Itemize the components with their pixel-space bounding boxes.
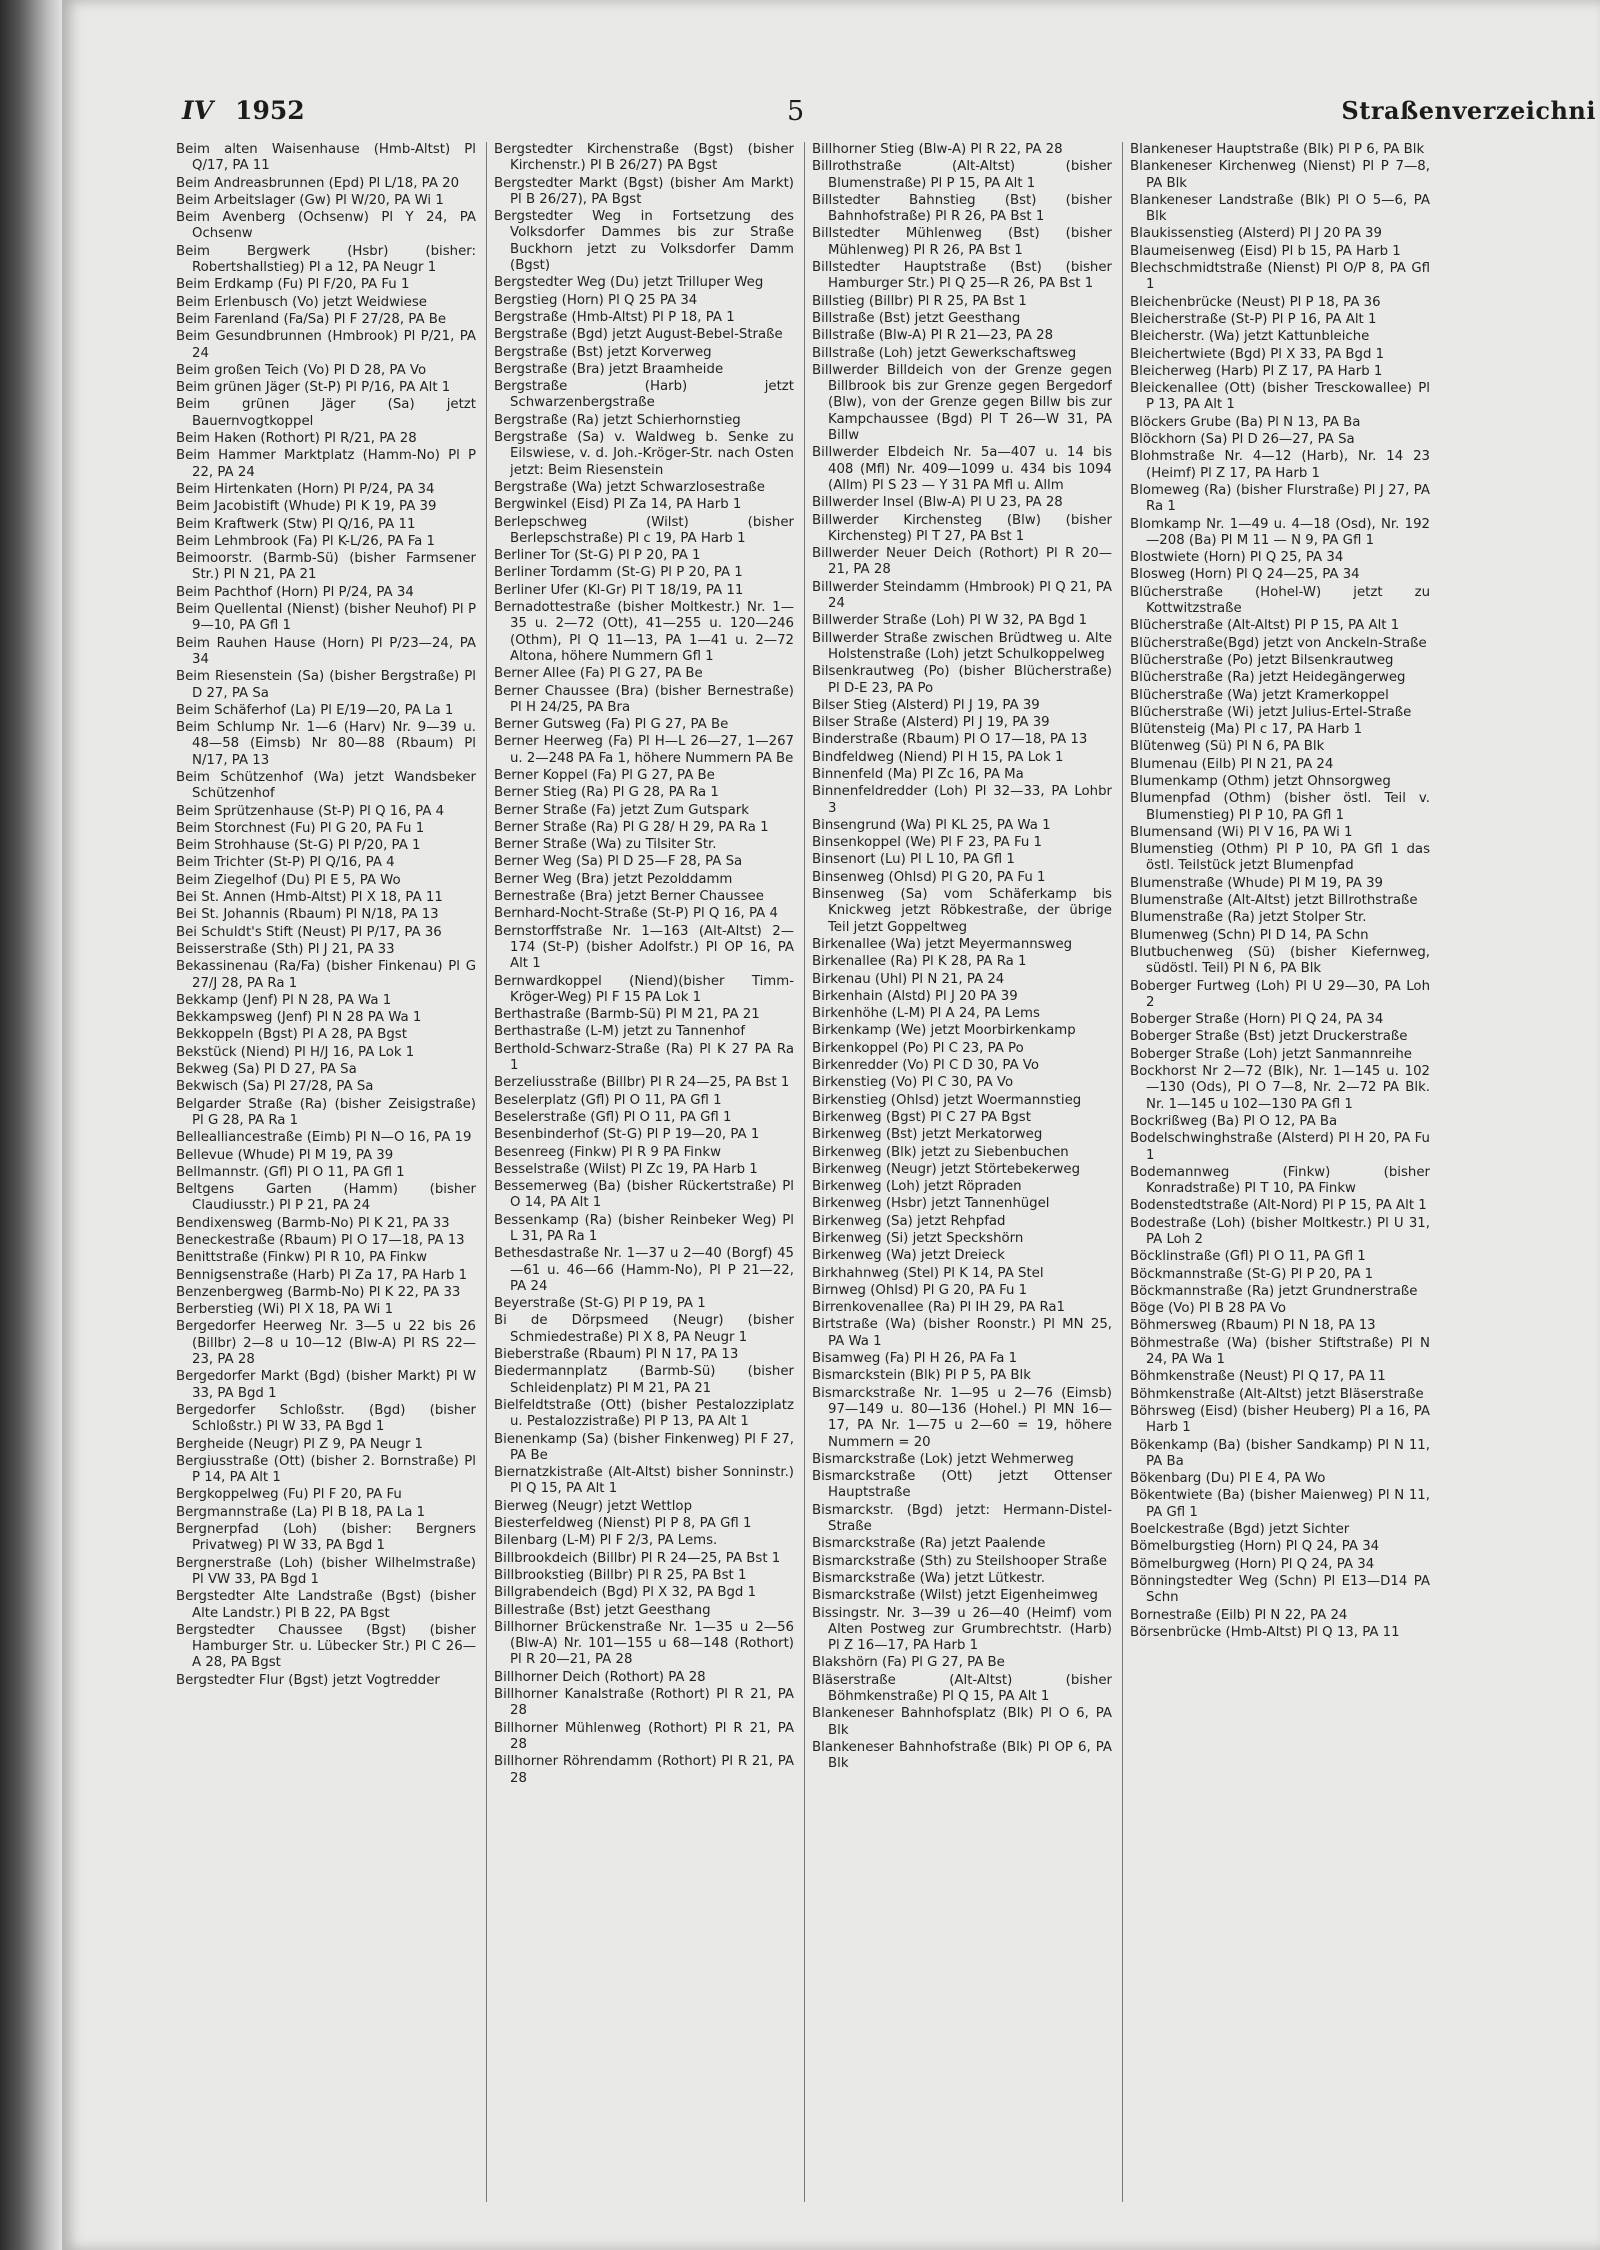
directory-entry: Birkenweg (Bst) jetzt Merkatorweg — [812, 1127, 1043, 1143]
directory-entry: Böckmannstraße (St-G) Pl P 20, PA 1 — [1130, 1266, 1374, 1282]
directory-entry: Bekkoppeln (Bgst) Pl A 28, PA Bgst — [176, 1027, 407, 1043]
directory-entry: Blumenstraße (Alt-Altst) jetzt Billrothstraße — [1130, 893, 1418, 909]
directory-entry: Bodemannweg (Finkw) (bisher Konradstraße) Pl T 10, PA Finkw — [1130, 1164, 1430, 1197]
directory-entry: Birtstraße (Wa) (bisher Roonstr.) Pl MN 25, PA Wa 1 — [812, 1317, 1112, 1349]
directory-entry: Bismarckstraße (Ott) jetzt Ottenser Hauptstraße — [812, 1469, 1112, 1501]
directory-entry: Besenbinderhof (St-G) Pl P 19—20, PA 1 — [494, 1127, 760, 1143]
directory-entry: Binderstraße (Rbaum) Pl O 17—18, PA 13 — [812, 732, 1088, 748]
directory-entry: Bökenkamp (Ba) (bisher Sandkamp) Pl N 11, PA Ba — [1130, 1437, 1430, 1469]
directory-entry: Blechschmidtstraße (Nienst) Pl O/P 8, PA Gfl 1 — [1130, 261, 1430, 293]
directory-entry: Böhmkenstraße (Alt-Altst) jetzt Bläserstraße — [1130, 1386, 1424, 1402]
directory-entry: Bismarckstraße (Sth) zu Steilshooper Straße — [812, 1553, 1107, 1569]
directory-entry: Bergedorfer Schloßstr. (Bgd) (bisher Schloßstr.) Pl W 33, PA Bgd 1 — [176, 1402, 476, 1435]
directory-entry: Bismarckstraße (Wa) jetzt Lütkestr. — [812, 1570, 1045, 1586]
directory-entry: Benittstraße (Finkw) Pl R 10, PA Finkw — [176, 1250, 428, 1266]
directory-entry: Beim Trichter (St-P) Pl Q/16, PA 4 — [176, 855, 395, 871]
directory-entry: Beim Rauhen Hause (Horn) Pl P/23—24, PA 34 — [176, 635, 476, 667]
directory-entry: Bernestraße (Bra) jetzt Berner Chaussee — [494, 889, 764, 905]
directory-entry: Beim Sprützenhause (St-P) Pl Q 16, PA 4 — [176, 803, 445, 819]
directory-entry: Beim grünen Jäger (Sa) jetzt Bauernvogtkoppel — [176, 397, 476, 429]
page — [62, 0, 1600, 2250]
directory-entry: Bessenkamp (Ra) (bisher Reinbeker Weg) Pl L 31, PA Ra 1 — [494, 1212, 794, 1244]
directory-entry: Beneckestraße (Rbaum) Pl O 17—18, PA 13 — [176, 1233, 465, 1248]
directory-entry: Berlepschweg (Wilst) (bisher Berlepschstraße) Pl c 19, PA Harb 1 — [494, 514, 794, 546]
directory-entry: Beim grünen Jäger (St-P) Pl P/16, PA Alt 1 — [176, 380, 451, 396]
directory-entry: Blütenweg (Sü) Pl N 6, PA Blk — [1130, 739, 1325, 755]
directory-entry: Beim Hirtenkaten (Horn) Pl P/24, PA 34 — [176, 481, 435, 497]
directory-entry: Birkenhöhe (L-M) Pl A 24, PA Lems — [812, 1006, 1040, 1022]
section-title: Straßenverzeichni — [1341, 96, 1596, 125]
directory-entry: Blücherstraße (Hohel-W) jetzt zu Kottwitzstraße — [1130, 584, 1430, 617]
directory-entry: Beim Gesundbrunnen (Hmbrook) Pl P/21, PA 24 — [176, 329, 476, 361]
directory-entry: Blücherstraße (Wi) jetzt Julius-Ertel-Straße — [1130, 704, 1412, 720]
directory-entry: Birkenkoppel (Po) Pl C 23, PA Po — [812, 1040, 1024, 1056]
directory-entry: Blumenpfad (Othm) (bisher östl. Teil v. Blumenstieg) Pl P 10, PA Gfl 1 — [1130, 791, 1430, 823]
directory-entry: Beselerstraße (Gfl) Pl O 11, PA Gfl 1 — [494, 1109, 732, 1125]
directory-entry: Blankeneser Landstraße (Blk) Pl O 5—6, PA Blk — [1130, 192, 1430, 225]
directory-entry: Berzeliusstraße (Billbr) Pl R 24—25, PA Bst 1 — [494, 1075, 790, 1091]
directory-entry: Berliner Tor (St-G) Pl P 20, PA 1 — [494, 548, 701, 564]
directory-entry: Billbrookstieg (Billbr) Pl R 25, PA Bst 1 — [494, 1567, 747, 1583]
directory-entry: Bergstraße (Sa) v. Waldweg b. Senke zu Eilswiese, v. d. Joh.-Kröger-Str. nach Osten jetzt: Beim Riesenstein — [494, 430, 794, 478]
directory-entry: Berliner Ufer (Kl-Gr) Pl T 18/19, PA 11 — [494, 582, 744, 598]
directory-entry: Beim Riesenstein (Sa) (bisher Bergstraße) Pl D 27, PA Sa — [176, 669, 476, 701]
directory-entry: Bergstraße (Bra) jetzt Braamheide — [494, 361, 724, 377]
directory-entry: Biesterfeldweg (Nienst) Pl P 8, PA Gfl 1 — [494, 1516, 752, 1532]
directory-entry: Billstraße (Bst) jetzt Geesthang — [812, 310, 1021, 326]
directory-entry: Benzenbergweg (Barmb-No) Pl K 22, PA 33 — [176, 1284, 461, 1300]
street-directory — [176, 142, 1598, 2232]
column-3 — [812, 142, 1112, 2232]
directory-entry: Bielfeldtstraße (Ott) (bisher Pestalozziplatz u. Pestalozzistraße) Pl P 13, PA Alt 1 — [494, 1397, 794, 1430]
directory-entry: Beim Schäferhof (La) Pl E/19—20, PA La 1 — [176, 702, 454, 718]
directory-entry: Bergstedter Alte Landstraße (Bgst) (bisher Alte Landstr.) Pl B 22, PA Bgst — [176, 1589, 476, 1621]
directory-entry: Bergstedter Flur (Bgst) jetzt Vogtredder — [176, 1672, 440, 1688]
directory-entry: Beim Bergwerk (Hsbr) (bisher: Robertshallstieg) Pl a 12, PA Neugr 1 — [176, 243, 476, 276]
directory-entry: Berner Koppel (Fa) Pl G 27, PA Be — [494, 767, 715, 783]
volume-number: IV — [182, 96, 214, 125]
directory-entry: Blumenstraße (Whude) Pl M 19, PA 39 — [1130, 875, 1383, 891]
directory-entry: Bleichertwiete (Bgd) Pl X 33, PA Bgd 1 — [1130, 346, 1385, 362]
directory-entry: Berner Straße (Ra) Pl G 28/ H 29, PA Ra 1 — [494, 819, 769, 835]
directory-entry: Beim Farenland (Fa/Sa) Pl F 27/28, PA Be — [176, 311, 447, 327]
directory-entry: Bismarckstein (Blk) Pl P 5, PA Blk — [812, 1368, 1031, 1384]
directory-entry: Bleicherstr. (Wa) jetzt Kattunbleiche — [1130, 329, 1370, 345]
directory-entry: Bergedorfer Markt (Bgd) (bisher Markt) Pl W 33, PA Bgd 1 — [176, 1369, 476, 1401]
directory-entry: Birkenkamp (We) jetzt Moorbirkenkamp — [812, 1023, 1076, 1039]
directory-entry: Bodelschwinghstraße (Alsterd) Pl H 20, PA Fu 1 — [1130, 1131, 1430, 1163]
directory-entry: Berliner Tordamm (St-G) Pl P 20, PA 1 — [494, 565, 743, 581]
directory-entry: Bökenbarg (Du) Pl E 4, PA Wo — [1130, 1471, 1326, 1487]
directory-entry: Billstraße (Blw-A) Pl R 21—23, PA 28 — [812, 328, 1054, 344]
directory-entry: Blakshörn (Fa) Pl G 27, PA Be — [812, 1655, 1005, 1671]
directory-entry: Billrothstraße (Alt-Altst) (bisher Blumenstraße) Pl P 15, PA Alt 1 — [812, 159, 1112, 191]
directory-entry: Bodestraße (Loh) (bisher Moltkestr.) Pl U 31, PA Loh 2 — [1130, 1215, 1430, 1247]
directory-entry: Berner Weg (Sa) Pl D 25—F 28, PA Sa — [494, 854, 743, 870]
directory-entry: Bessemerweg (Ba) (bisher Rückertstraße) Pl O 14, PA Alt 1 — [494, 1179, 794, 1211]
directory-entry: Blomkamp Nr. 1—49 u. 4—18 (Osd), Nr. 192—208 (Ba) Pl M 11 — N 9, PA Gfl 1 — [1130, 516, 1430, 548]
directory-entry: Bi de Dörpsmeed (Neugr) (bisher Schmiedestraße) Pl X 8, PA Neugr 1 — [494, 1313, 794, 1345]
directory-entry: Blankeneser Kirchenweg (Nienst) Pl P 7—8, PA Blk — [1130, 159, 1430, 191]
directory-entry: Billstedter Hauptstraße (Bst) (bisher Hamburger Str.) Pl Q 25—R 26, PA Bst 1 — [812, 260, 1112, 292]
directory-entry: Bellealliancestraße (Eimb) Pl N—O 16, PA 19 — [176, 1130, 472, 1146]
directory-entry: Böcklinstraße (Gfl) Pl O 11, PA Gfl 1 — [1130, 1249, 1366, 1265]
directory-entry: Böhmkenstraße (Neust) Pl Q 17, PA 11 — [1130, 1369, 1386, 1385]
directory-entry: Beim Hammer Marktplatz (Hamm-No) Pl P 22, PA 24 — [176, 448, 476, 480]
directory-entry: Birkenweg (Si) jetzt Speckshörn — [812, 1231, 1024, 1246]
directory-entry: Beim Storchnest (Fu) Pl G 20, PA Fu 1 — [176, 820, 425, 836]
directory-entry: Bei St. Annen (Hmb-Altst) Pl X 18, PA 11 — [176, 890, 443, 906]
directory-entry: Beim alten Waisenhause (Hmb-Altst) Pl Q/17, PA 11 — [176, 142, 476, 174]
directory-entry: Birkenstieg (Vo) Pl C 30, PA Vo — [812, 1075, 1014, 1091]
directory-entry: Bergstedter Markt (Bgst) (bisher Am Markt) Pl B 26/27), PA Bgst — [494, 175, 794, 207]
directory-entry: Bei St. Johannis (Rbaum) Pl N/18, PA 13 — [176, 907, 439, 923]
directory-entry: Bilsenkrautweg (Po) (bisher Blücherstraße) Pl D-E 23, PA Po — [812, 664, 1112, 696]
directory-entry: Blohmstraße Nr. 4—12 (Harb), Nr. 14 23 (Heimf) Pl Z 17, PA Harb 1 — [1130, 449, 1430, 481]
directory-entry: Bilser Straße (Alsterd) Pl J 19, PA 39 — [812, 715, 1050, 731]
page-header — [182, 96, 1596, 132]
directory-entry: Blumenkamp (Othm) jetzt Ohnsorgweg — [1130, 773, 1391, 789]
directory-entry: Billwerder Neuer Deich (Rothort) Pl R 20—21, PA 28 — [812, 546, 1112, 578]
directory-entry: Birkenallee (Ra) Pl K 28, PA Ra 1 — [812, 954, 1027, 970]
directory-entry: Billstedter Mühlenweg (Bst) (bisher Mühlenweg) Pl R 26, PA Bst 1 — [812, 226, 1112, 258]
directory-entry: Bergstraße (Harb) jetzt Schwarzenbergstraße — [494, 379, 794, 411]
directory-entry: Berner Gutsweg (Fa) Pl G 27, PA Be — [494, 717, 729, 733]
column-1 — [176, 142, 476, 2232]
directory-entry: Bergstraße (Ra) jetzt Schierhornstieg — [494, 412, 741, 428]
directory-entry: Billbrookdeich (Billbr) Pl R 24—25, PA Bst 1 — [494, 1550, 781, 1566]
directory-entry: Birkenstieg (Ohlsd) jetzt Woermannstieg — [812, 1092, 1082, 1108]
directory-entry: Bergheide (Neugr) Pl Z 9, PA Neugr 1 — [176, 1436, 424, 1452]
directory-entry: Beim Andreasbrunnen (Epd) Pl L/18, PA 20 — [176, 175, 460, 191]
directory-entry: Bergkoppelweg (Fu) Pl F 20, PA Fu — [176, 1487, 402, 1503]
directory-entry: Bömelburgweg (Horn) Pl Q 24, PA 34 — [1130, 1556, 1375, 1572]
directory-entry: Bismarckstr. (Bgd) jetzt: Hermann-Distel-Straße — [812, 1502, 1112, 1535]
directory-entry: Billwerder Kirchensteg (Blw) (bisher Kirchensteg) Pl T 27, PA Bst 1 — [812, 512, 1112, 544]
directory-entry: Birkenweg (Hsbr) jetzt Tannenhügel — [812, 1196, 1050, 1212]
directory-entry: Bleickenallee (Ott) (bisher Tresckowallee) Pl P 13, PA Alt 1 — [1130, 381, 1430, 413]
directory-entry: Bergiusstraße (Ott) (bisher 2. Bornstraße) Pl P 14, PA Alt 1 — [176, 1453, 476, 1486]
directory-entry: Billhorner Stieg (Blw-A) Pl R 22, PA 28 — [812, 142, 1063, 157]
directory-entry: Birkenweg (Bgst) Pl C 27 PA Bgst — [812, 1109, 1031, 1125]
directory-entry: Binsenort (Lu) Pl L 10, PA Gfl 1 — [812, 852, 1015, 868]
page-number: 5 — [787, 96, 805, 127]
directory-entry: Blöckers Grube (Ba) Pl N 13, PA Ba — [1130, 414, 1361, 430]
directory-entry: Binsenweg (Sa) vom Schäferkamp bis Knickweg jetzt Röbkestraße, der übrige Teil jetzt Goppeltweg — [812, 887, 1112, 935]
column-divider — [804, 142, 805, 2202]
directory-entry: Böckmannstraße (Ra) jetzt Grundnerstraße — [1130, 1283, 1418, 1299]
directory-entry: Boberger Straße (Loh) jetzt Sanmannreihe — [1130, 1046, 1412, 1062]
directory-entry: Beim Jacobistift (Whude) Pl K 19, PA 39 — [176, 499, 437, 515]
directory-entry: Birrenkovenallee (Ra) Pl IH 29, PA Ra1 — [812, 1300, 1065, 1316]
directory-entry: Blumensand (Wi) Pl V 16, PA Wi 1 — [1130, 824, 1353, 840]
directory-entry: Bekkamp (Jenf) Pl N 28, PA Wa 1 — [176, 992, 392, 1008]
directory-entry: Blücherstraße (Alt-Altst) Pl P 15, PA Alt 1 — [1130, 618, 1400, 634]
directory-entry: Bergstraße (Bgd) jetzt August-Bebel-Straße — [494, 327, 783, 343]
column-divider — [1122, 142, 1123, 2202]
directory-entry: Bernadottestraße (bisher Moltkestr.) Nr. 1—35 u. 2—72 (Ott), 41—255 u. 120—246 (Othm), Pl Q 11—13, PA 1—41 u. 2—72 Altona, höhere Nummern Gfl 1 — [494, 600, 794, 664]
directory-entry: Berberstieg (Wi) Pl X 18, PA Wi 1 — [176, 1302, 394, 1318]
directory-entry: Bernhard-Nocht-Straße (St-P) Pl Q 16, PA 4 — [494, 906, 778, 922]
header-left — [182, 96, 305, 125]
directory-entry: Bei Schuldt's Stift (Neust) Pl P/17, PA 36 — [176, 924, 442, 940]
directory-entry: Beim Pachthof (Horn) Pl P/24, PA 34 — [176, 584, 414, 600]
directory-entry: Bergmannstraße (La) Pl B 18, PA La 1 — [176, 1504, 426, 1520]
directory-entry: Blankeneser Bahnhofstraße (Blk) Pl OP 6, PA Blk — [812, 1739, 1112, 1772]
column-4 — [1130, 142, 1430, 2232]
column-2 — [494, 142, 794, 2232]
directory-entry: Bergnerpfad (Loh) (bisher: Bergners Privatweg) Pl W 33, PA Bgd 1 — [176, 1522, 476, 1554]
directory-entry: Birkenredder (Vo) Pl C D 30, PA Vo — [812, 1058, 1040, 1074]
directory-entry: Böhrsweg (Eisd) (bisher Heuberg) Pl a 16, PA Harb 1 — [1130, 1403, 1430, 1436]
directory-entry: Blumenweg (Schn) Pl D 14, PA Schn — [1130, 927, 1369, 943]
directory-entry: Bekstück (Niend) Pl H/J 16, PA Lok 1 — [176, 1044, 415, 1060]
directory-entry: Bindfeldweg (Niend) Pl H 15, PA Lok 1 — [812, 749, 1064, 765]
directory-entry: Blosweg (Horn) Pl Q 24—25, PA 34 — [1130, 567, 1360, 583]
directory-entry: Beim großen Teich (Vo) Pl D 28, PA Vo — [176, 362, 427, 378]
directory-entry: Belgarder Straße (Ra) (bisher Zeisigstraße) Pl G 28, PA Ra 1 — [176, 1096, 476, 1128]
directory-entry: Bellevue (Whude) Pl M 19, PA 39 — [176, 1147, 394, 1163]
directory-entry: Birkenhain (Alstd) Pl J 20 PA 39 — [812, 988, 1018, 1004]
directory-entry: Beim Erlenbusch (Vo) jetzt Weidwiese — [176, 294, 427, 310]
directory-entry: Bodenstedtstraße (Alt-Nord) Pl P 15, PA Alt 1 — [1130, 1198, 1427, 1214]
directory-entry: Bierweg (Neugr) jetzt Wettlop — [494, 1498, 693, 1514]
directory-entry: Bergnerstraße (Loh) (bisher Wilhelmstraße) Pl VW 33, PA Bgd 1 — [176, 1555, 476, 1587]
directory-entry: Bökentwiete (Ba) (bisher Maienweg) Pl N 11, PA Gfl 1 — [1130, 1488, 1430, 1520]
directory-entry: Billhorner Brückenstraße Nr. 1—35 u 2—56 (Blw-A) Nr. 101—155 u 68—148 (Rothort) Pl R 20—21, PA 28 — [494, 1619, 794, 1668]
directory-entry: Beimoorstr. (Barmb-Sü) (bisher Farmsener Str.) Pl N 21, PA 21 — [176, 551, 476, 583]
directory-entry: Beim Avenberg (Ochsenw) Pl Y 24, PA Ochsenw — [176, 210, 476, 242]
directory-entry: Beim Ziegelhof (Du) Pl E 5, PA Wo — [176, 872, 401, 888]
directory-entry: Berner Straße (Wa) zu Tilsiter Str. — [494, 837, 717, 853]
directory-entry: Blankeneser Bahnhofsplatz (Blk) Pl O 6, PA Blk — [812, 1706, 1112, 1738]
directory-entry: Billwerder Straße zwischen Brüdtweg u. Alte Holstenstraße (Loh) jetzt Schulkoppelweg — [812, 630, 1112, 662]
directory-entry: Besenreeg (Finkw) Pl R 9 PA Finkw — [494, 1144, 721, 1160]
directory-entry: Bisamweg (Fa) Pl H 26, PA Fa 1 — [812, 1351, 1018, 1367]
directory-entry: Beim Lehmbrook (Fa) Pl K-L/26, PA Fa 1 — [176, 533, 435, 549]
directory-entry: Bismarckstraße (Ra) jetzt Paalende — [812, 1536, 1046, 1552]
directory-entry: Bleichenbrücke (Neust) Pl P 18, PA 36 — [1130, 294, 1381, 310]
directory-entry: Beim Erdkamp (Fu) Pl F/20, PA Fu 1 — [176, 277, 410, 293]
directory-entry: Blöckhorn (Sa) Pl D 26—27, PA Sa — [1130, 432, 1355, 448]
directory-entry: Berner Chaussee (Bra) (bisher Bernestraße) Pl H 24/25, PA Bra — [494, 683, 794, 715]
directory-entry: Blostwiete (Horn) Pl Q 25, PA 34 — [1130, 550, 1344, 566]
directory-entry: Berner Allee (Fa) Pl G 27, PA Be — [494, 666, 703, 682]
directory-entry: Bekassinenau (Ra/Fa) (bisher Finkenau) Pl G 27/J 28, PA Ra 1 — [176, 959, 476, 991]
directory-entry: Bernwardkoppel (Niend)(bisher Timm-Kröger-Weg) Pl F 15 PA Lok 1 — [494, 973, 794, 1005]
directory-entry: Birkenweg (Wa) jetzt Dreieck — [812, 1248, 1005, 1264]
book-spine — [0, 0, 62, 2250]
directory-entry: Bennigsenstraße (Harb) Pl Za 17, PA Harb 1 — [176, 1267, 468, 1283]
directory-entry: Berthold-Schwarz-Straße (Ra) Pl K 27 PA Ra 1 — [494, 1041, 794, 1074]
directory-entry: Bissingstr. Nr. 3—39 u 26—40 (Heimf) vom Alten Postweg zur Grumbrechtstr. (Harb) Pl Z 16—17, PA Harb 1 — [812, 1605, 1112, 1654]
directory-entry: Bekkampsweg (Jenf) Pl N 28 PA Wa 1 — [176, 1010, 422, 1026]
directory-entry: Beim Haken (Rothort) Pl R/21, PA 28 — [176, 431, 417, 447]
directory-entry: Bendixensweg (Barmb-No) Pl K 21, PA 33 — [176, 1215, 450, 1231]
directory-entry: Bergwinkel (Eisd) Pl Za 14, PA Harb 1 — [494, 497, 742, 513]
directory-entry: Beim Schützenhof (Wa) jetzt Wandsbeker Schützenhof — [176, 769, 476, 802]
directory-entry: Bönningstedter Weg (Schn) Pl E13—D14 PA Schn — [1130, 1573, 1430, 1606]
directory-entry: Binsenkoppel (We) Pl F 23, PA Fu 1 — [812, 835, 1042, 851]
directory-entry: Bockhorst Nr 2—72 (Blk), Nr. 1—145 u. 102—130 (Ods), Pl O 7—8, Nr. 2—72 PA Blk. Nr. 1—145 u 102—130 PA Gfl 1 — [1130, 1064, 1430, 1112]
directory-entry: Billstieg (Billbr) Pl R 25, PA Bst 1 — [812, 293, 1027, 309]
directory-entry: Bethesdastraße Nr. 1—37 u 2—40 (Borgf) 45—61 u. 46—66 (Hamm-No), Pl P 21—22, PA 24 — [494, 1246, 794, 1294]
directory-entry: Billstraße (Loh) jetzt Gewerkschaftsweg — [812, 345, 1077, 361]
directory-entry: Bockrißweg (Ba) Pl O 12, PA Ba — [1130, 1113, 1338, 1129]
directory-entry: Berner Heerweg (Fa) Pl H—L 26—27, 1—267 u. 2—248 PA Fa 1, höhere Nummern PA Be — [494, 734, 794, 766]
directory-entry: Binsengrund (Wa) Pl KL 25, PA Wa 1 — [812, 817, 1051, 833]
directory-entry: Bergstraße (Bst) jetzt Korverweg — [494, 344, 712, 360]
directory-entry: Besselstraße (Wilst) Pl Zc 19, PA Harb 1 — [494, 1161, 758, 1177]
directory-entry: Börsenbrücke (Hmb-Altst) Pl Q 13, PA 11 — [1130, 1624, 1400, 1640]
directory-entry: Blaumeisenweg (Eisd) Pl b 15, PA Harb 1 — [1130, 243, 1401, 259]
directory-entry: Böge (Vo) Pl B 28 PA Vo — [1130, 1301, 1287, 1317]
directory-entry: Blücherstraße (Wa) jetzt Kramerkoppel — [1130, 687, 1389, 703]
directory-entry: Birkenweg (Sa) jetzt Rehpfad — [812, 1213, 1006, 1229]
directory-entry: Beltgens Garten (Hamm) (bisher Claudiusstr.) Pl P 21, PA 24 — [176, 1182, 476, 1214]
directory-entry: Blütensteig (Ma) Pl c 17, PA Harb 1 — [1130, 722, 1363, 738]
directory-entry: Billgrabendeich (Bgd) Pl X 32, PA Bgd 1 — [494, 1585, 757, 1601]
directory-entry: Beim Schlump Nr. 1—6 (Harv) Nr. 9—39 u. 48—58 (Eimsb) Nr 80—88 (Rbaum) Pl N/17, PA 13 — [176, 720, 476, 768]
directory-entry: Bergstedter Chaussee (Bgst) (bisher Hamburger Str. u. Lübecker Str.) Pl C 26—A 28, PA Bgst — [176, 1622, 476, 1671]
directory-entry: Bismarckstraße (Wilst) jetzt Eigenheimweg — [812, 1588, 1098, 1604]
directory-entry: Billhorner Kanalstraße (Rothort) Pl R 21, PA 28 — [494, 1687, 794, 1719]
directory-entry: Bismarckstraße Nr. 1—95 u 2—76 (Eimsb) 97—149 u. 80—136 (Hohel.) Pl MN 16—17, PA Nr. 1—75 u 2—60 = 19, höhere Nummern = 20 — [812, 1385, 1112, 1450]
directory-entry: Birkenweg (Loh) jetzt Röpraden — [812, 1179, 1022, 1195]
directory-entry: Birkenweg (Blk) jetzt zu Siebenbuchen — [812, 1144, 1069, 1160]
directory-entry: Bergstraße (Wa) jetzt Schwarzlosestraße — [494, 479, 765, 495]
directory-entry: Boberger Furtweg (Loh) Pl U 29—30, PA Loh 2 — [1130, 978, 1430, 1010]
directory-entry: Blankeneser Hauptstraße (Blk) Pl P 6, PA Blk — [1130, 142, 1425, 157]
directory-entry: Beim Arbeitslager (Gw) Pl W/20, PA Wi 1 — [176, 192, 444, 208]
directory-entry: Billwerder Billdeich von der Grenze gegen Billbrook bis zur Grenze gegen Bergedorf (Blw), von der Grenze gegen Billw bis zur Kampchaussee (Bgd) Pl T 26—W 31, PA Billw — [812, 362, 1112, 444]
directory-entry: Böhmestraße (Wa) (bisher Stiftstraße) Pl N 24, PA Wa 1 — [1130, 1335, 1430, 1368]
directory-entry: Bekwisch (Sa) Pl 27/28, PA Sa — [176, 1079, 374, 1095]
directory-entry: Bilenbarg (L-M) Pl F 2/3, PA Lems. — [494, 1533, 718, 1549]
directory-entry: Bergstedter Kirchenstraße (Bgst) (bisher Kirchenstr.) Pl B 26/27) PA Bgst — [494, 142, 794, 174]
directory-entry: Bergedorfer Heerweg Nr. 3—5 u 22 bis 26 (Billbr) 2—8 u 10—12 (Blw-A) Pl RS 22—23, PA 28 — [176, 1319, 476, 1368]
directory-entry: Blücherstraße(Bgd) jetzt von Anckeln-Straße — [1130, 635, 1427, 651]
directory-entry: Bläserstraße (Alt-Altst) (bisher Böhmkenstraße) Pl Q 15, PA Alt 1 — [812, 1672, 1112, 1705]
header-year: 1952 — [235, 96, 305, 125]
directory-entry: Bleicherweg (Harb) Pl Z 17, PA Harb 1 — [1130, 363, 1383, 379]
directory-entry: Beim Quellental (Nienst) (bisher Neuhof) Pl P 9—10, PA Gfl 1 — [176, 602, 476, 634]
directory-entry: Birkenau (Uhl) Pl N 21, PA 24 — [812, 971, 1005, 987]
directory-entry: Boberger Straße (Horn) Pl Q 24, PA 34 — [1130, 1012, 1384, 1028]
directory-entry: Birkhahnweg (Stel) Pl K 14, PA Stel — [812, 1265, 1044, 1281]
directory-entry: Bienenkamp (Sa) (bisher Finkenweg) Pl F 27, PA Be — [494, 1431, 794, 1463]
directory-entry: Birkenallee (Wa) jetzt Meyermannsweg — [812, 936, 1073, 952]
directory-entry: Bömelburgstieg (Horn) Pl Q 24, PA 34 — [1130, 1539, 1380, 1555]
directory-entry: Bernstorffstraße Nr. 1—163 (Alt-Altst) 2—174 (St-P) (bisher Adolfstr.) Pl OP 16, PA Alt 1 — [494, 923, 794, 972]
directory-entry: Bornestraße (Eilb) Pl N 22, PA 24 — [1130, 1607, 1348, 1623]
directory-entry: Blücherstraße (Ra) jetzt Heidegängerweg — [1130, 670, 1406, 686]
directory-entry: Boelckestraße (Bgd) jetzt Sichter — [1130, 1522, 1350, 1538]
directory-entry: Bellmannstr. (Gfl) Pl O 11, PA Gfl 1 — [176, 1164, 405, 1180]
directory-entry: Boberger Straße (Bst) jetzt Druckerstraße — [1130, 1029, 1408, 1045]
column-divider — [486, 142, 487, 2202]
directory-entry: Beisserstraße (Sth) Pl J 21, PA 33 — [176, 941, 395, 957]
directory-entry: Biernatzkistraße (Alt-Altst) bisher Sonninstr.) Pl Q 15, PA Alt 1 — [494, 1465, 794, 1497]
directory-entry: Bilser Stieg (Alsterd) Pl J 19, PA 39 — [812, 697, 1040, 713]
directory-entry: Beyerstraße (St-G) Pl P 19, PA 1 — [494, 1296, 706, 1312]
directory-entry: Berner Weg (Bra) jetzt Pezolddamm — [494, 871, 733, 887]
directory-entry: Bergstieg (Horn) Pl Q 25 PA 34 — [494, 292, 698, 308]
directory-entry: Billhorner Mühlenweg (Rothort) Pl R 21, PA 28 — [494, 1720, 794, 1752]
directory-entry: Blomeweg (Ra) (bisher Flurstraße) Pl J 27, PA Ra 1 — [1130, 482, 1430, 515]
directory-entry: Beim Kraftwerk (Stw) Pl Q/16, PA 11 — [176, 516, 416, 532]
directory-entry: Bekweg (Sa) Pl D 27, PA Sa — [176, 1062, 357, 1078]
directory-entry: Billwerder Straße (Loh) Pl W 32, PA Bgd 1 — [812, 613, 1088, 629]
directory-entry: Billwerder Steindamm (Hmbrook) Pl Q 21, PA 24 — [812, 579, 1112, 612]
directory-entry: Blumenstraße (Ra) jetzt Stolper Str. — [1130, 910, 1367, 926]
directory-entry: Bergstedter Weg in Fortsetzung des Volksdorfer Dammes bis zur Straße Buckhorn jetzt zu Volksdorfer Damm (Bgst) — [494, 209, 794, 274]
directory-entry: Billhorner Deich (Rothort) PA 28 — [494, 1669, 706, 1685]
directory-entry: Beselerplatz (Gfl) Pl O 11, PA Gfl 1 — [494, 1092, 722, 1108]
directory-entry: Billestraße (Bst) jetzt Geesthang — [494, 1602, 711, 1618]
directory-entry: Bleicherstraße (St-P) Pl P 16, PA Alt 1 — [1130, 311, 1377, 327]
directory-entry: Billhorner Röhrendamm (Rothort) Pl R 21, PA 28 — [494, 1754, 794, 1786]
directory-entry: Blaukissenstieg (Alsterd) Pl J 20 PA 39 — [1130, 226, 1382, 242]
directory-entry: Blutbuchenweg (Sü) (bisher Kiefernweg, südöstl. Teil) Pl N 6, PA Blk — [1130, 944, 1430, 977]
directory-entry: Bieberstraße (Rbaum) Pl N 17, PA 13 — [494, 1347, 739, 1363]
directory-entry: Bergstedter Weg (Du) jetzt Trilluper Weg — [494, 275, 764, 291]
directory-entry: Böhmersweg (Rbaum) Pl N 18, PA 13 — [1130, 1318, 1376, 1334]
directory-entry: Birnweg (Ohlsd) Pl G 20, PA Fu 1 — [812, 1282, 1028, 1298]
directory-entry: Berner Straße (Fa) jetzt Zum Gutspark — [494, 802, 749, 818]
directory-entry: Blumenstieg (Othm) Pl P 10, PA Gfl 1 das östl. Teilstück jetzt Blumenpfad — [1130, 842, 1430, 874]
directory-entry: Binnenfeldredder (Loh) Pl 32—33, PA Lohbr 3 — [812, 784, 1112, 816]
directory-entry: Blücherstraße (Po) jetzt Bilsenkrautweg — [1130, 652, 1394, 668]
directory-entry: Billwerder Elbdeich Nr. 5a—407 u. 14 bis 408 (Mfl) Nr. 409—1099 u. 434 bis 1094 (Allm) Pl S 23 — Y 31 PA Mfl u. Allm — [812, 445, 1112, 493]
directory-entry: Berthastraße (Barmb-Sü) Pl M 21, PA 21 — [494, 1007, 760, 1023]
directory-entry: Berner Stieg (Ra) Pl G 28, PA Ra 1 — [494, 785, 719, 801]
directory-entry: Biedermannplatz (Barmb-Sü) (bisher Schleidenplatz) Pl M 21, PA 21 — [494, 1364, 794, 1396]
directory-entry: Bismarckstraße (Lok) jetzt Wehmerweg — [812, 1451, 1074, 1467]
directory-entry: Blumenau (Eilb) Pl N 21, PA 24 — [1130, 756, 1334, 772]
directory-entry: Binsenweg (Ohlsd) Pl G 20, PA Fu 1 — [812, 869, 1046, 885]
directory-entry: Binnenfeld (Ma) Pl Zc 16, PA Ma — [812, 766, 1024, 782]
directory-entry: Berthastraße (L-M) jetzt zu Tannenhof — [494, 1024, 746, 1040]
directory-entry: Billwerder Insel (Blw-A) Pl U 23, PA 28 — [812, 495, 1063, 511]
directory-entry: Beim Strohhause (St-G) Pl P/20, PA 1 — [176, 838, 421, 854]
directory-entry: Billstedter Bahnstieg (Bst) (bisher Bahnhofstraße) Pl R 26, PA Bst 1 — [812, 192, 1112, 225]
directory-entry: Birkenweg (Neugr) jetzt Störtebekerweg — [812, 1161, 1081, 1177]
directory-entry: Bergstraße (Hmb-Altst) Pl P 18, PA 1 — [494, 309, 735, 325]
